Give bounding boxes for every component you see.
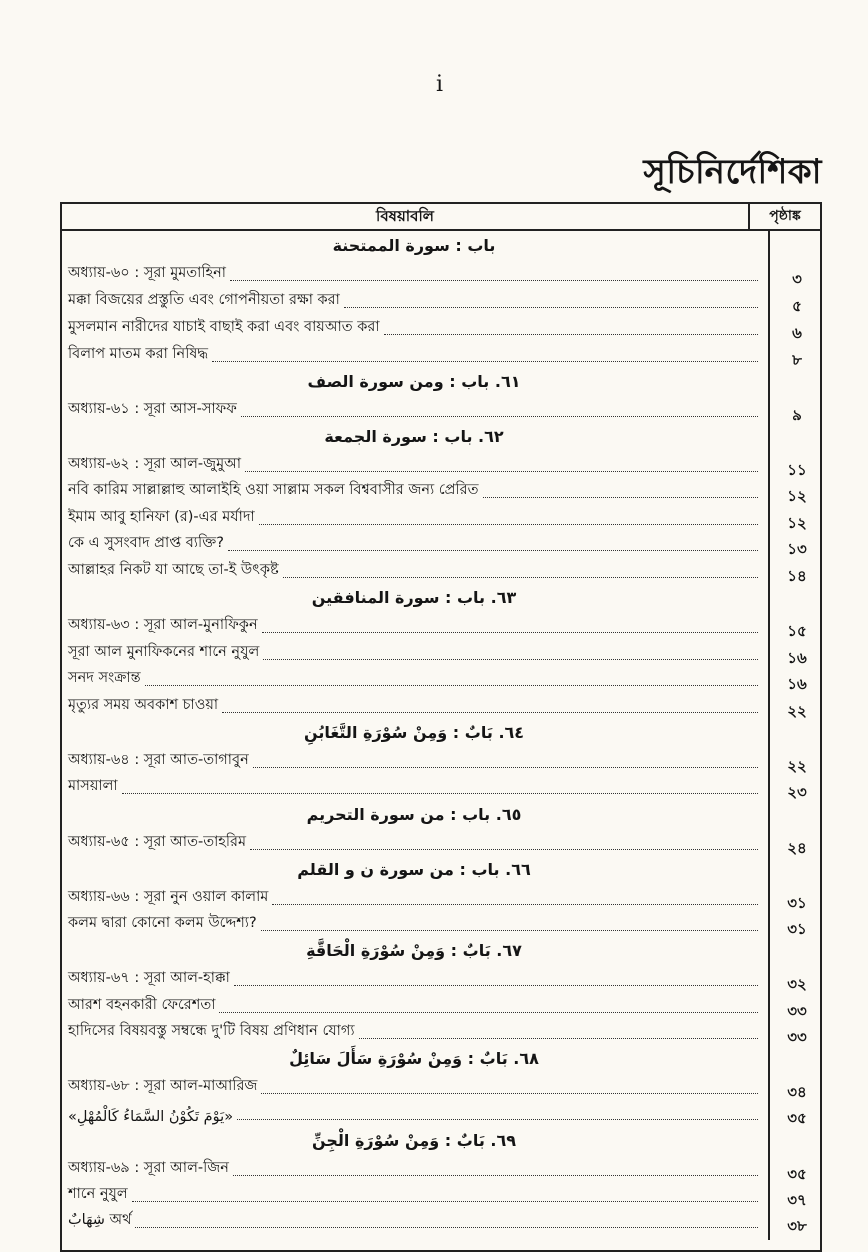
entry-title: কে এ সুসংবাদ প্রাপ্ত ব্যক্তি? — [68, 532, 226, 556]
section-heading: ٦٧. بَابٌ : وَمِنْ سُوْرَةِ الْحَاقَّةِ — [306, 941, 522, 960]
dot-leader — [222, 712, 758, 713]
entry-title: মুসলমান নারীদের যাচাই বাছাই করা এবং বায়আত করা — [68, 316, 382, 340]
entry-title: অধ্যায়-৬৬ : সূরা নুন ওয়াল কালাম — [68, 886, 270, 910]
list-item — [68, 967, 758, 991]
entry-page-number: ২৪ — [787, 839, 807, 857]
entry-title: অধ্যায়-৬১ : সূরা আস-সাফফ — [68, 398, 239, 422]
header-subject: বিষয়াবলি — [376, 207, 434, 225]
dot-leader — [250, 849, 758, 850]
entry-page-number: ৫ — [792, 297, 802, 315]
entry-page-number: ১৩ — [787, 540, 807, 558]
dot-leader — [272, 904, 758, 905]
entry-page-number: ১২ — [787, 487, 807, 505]
entry-title: অধ্যায়-৬৯ : সূরা আল-জিন — [68, 1157, 231, 1181]
section-heading: ٦٩. بَابٌ : وَمِنْ سُوْرَةِ الْجِنِّ — [311, 1131, 517, 1150]
list-item — [68, 775, 758, 799]
entry-title: মৃত্যুর সময় অবকাশ চাওয়া — [68, 694, 220, 718]
entry-title: নবি কারিম সাল্লাল্লাহু আলাইহি ওয়া সাল্লাম সকল বিশ্ববাসীর জন্য প্রেরিত — [68, 479, 481, 503]
dot-leader — [253, 767, 758, 768]
entry-page-number: ৩৮ — [787, 1217, 807, 1235]
dot-leader — [233, 1175, 758, 1176]
entry-title: অধ্যায়-৬০ : সূরা মুমতাহিনা — [68, 262, 228, 286]
dot-leader — [483, 497, 758, 498]
entry-title: মাসয়ালা — [68, 775, 120, 799]
entry-page-number: ২৩ — [787, 783, 807, 801]
entry-page-number: ৩৫ — [787, 1165, 807, 1183]
dot-leader — [230, 280, 758, 281]
entry-page-number: ৩৭ — [787, 1191, 807, 1209]
entry-title: অধ্যায়-৬৭ : সূরা আল-হাক্কা — [68, 967, 232, 991]
dot-leader — [145, 685, 758, 686]
entry-page-number: ১৪ — [787, 567, 807, 585]
entry-title: হাদিসের বিষয়বস্তু সম্বন্ধে দু'টি বিষয় প্রণিধান যোগ্য — [68, 1020, 357, 1044]
entry-title: «يَوْمَ تَكُوْنُ السَّمَاءُ كَالْمُهْلِ» — [68, 1109, 234, 1125]
dot-leader — [261, 930, 758, 931]
entry-page-number: ১৫ — [787, 622, 807, 640]
entry-page-number: ৩ — [792, 270, 802, 288]
entry-title: شِهَابٌ অর্থ — [68, 1209, 133, 1233]
entry-page-number: ৯ — [792, 406, 802, 424]
entry-title: আরশ বহনকারী ফেরেশতা — [68, 994, 217, 1018]
list-item — [68, 1020, 758, 1044]
dot-leader — [122, 793, 758, 794]
list-item — [68, 1157, 758, 1181]
entry-title: সূরা আল মুনাফিকনের শানে নুযুল — [68, 641, 261, 665]
list-item — [68, 1075, 758, 1099]
section-heading: ٦٥. باب : من سورة التحريم — [306, 805, 522, 824]
dot-leader — [259, 524, 758, 525]
dot-leader — [219, 1012, 758, 1013]
list-item — [68, 994, 758, 1018]
entry-title: সনদ সংক্রান্ত — [68, 667, 143, 691]
dot-leader — [135, 1227, 758, 1228]
list-item — [68, 694, 758, 718]
entry-title: অধ্যায়-৬৮ : সূরা আল-মাআরিজ — [68, 1075, 259, 1099]
page-marker: i — [436, 72, 444, 97]
entry-page-number: ৩৩ — [787, 1028, 807, 1046]
entry-page-number: ১২ — [787, 514, 807, 532]
dot-leader — [228, 550, 758, 551]
dot-leader — [234, 985, 758, 986]
section-heading: باب : سورة الممتحنة — [332, 236, 496, 255]
entry-page-number: ৩৪ — [787, 1083, 807, 1101]
entry-title: কলম দ্বারা কোনো কলম উদ্দেশ্য? — [68, 912, 259, 936]
entry-page-number: ৩৩ — [787, 1002, 807, 1020]
list-item — [68, 343, 758, 367]
list-item — [68, 316, 758, 340]
entry-page-number: ৩২ — [787, 975, 807, 993]
list-item — [68, 559, 758, 583]
dot-leader — [241, 416, 758, 417]
entry-title: অধ্যায়-৬৫ : সূরা আত-তাহরিম — [68, 831, 248, 855]
section-heading: ٦٦. باب : من سورة ن و القلم — [297, 860, 531, 879]
entry-title: মক্কা বিজয়ের প্রস্তুতি এবং গোপনীয়তা রক্ষা করা — [68, 289, 342, 313]
section-heading: ٦٢. باب : سورة الجمعة — [324, 427, 504, 446]
dot-leader — [261, 1093, 758, 1094]
list-item — [68, 912, 758, 936]
entry-title: অধ্যায়-৬২ : সূরা আল-জুমুআ — [68, 453, 243, 477]
dot-leader — [212, 361, 758, 362]
entry-page-number: ৩১ — [787, 920, 807, 938]
entry-page-number: ২২ — [787, 757, 807, 775]
header-page: পৃষ্ঠাঙ্ক — [748, 204, 820, 229]
entry-title: ইমাম আবু হানিফা (র)-এর মর্যাদা — [68, 506, 257, 530]
entry-page-number: ১৬ — [787, 675, 807, 693]
list-item — [68, 614, 758, 638]
entry-page-number: ২২ — [787, 702, 807, 720]
list-item — [68, 453, 758, 477]
list-item — [68, 479, 758, 503]
list-item — [68, 831, 758, 855]
list-item — [68, 886, 758, 910]
list-item — [68, 1209, 758, 1233]
dot-leader — [263, 659, 758, 660]
dot-leader — [344, 307, 758, 308]
section-heading: ٦٨. بَابٌ : وَمِنْ سُوْرَةِ سَأَلَ سَائِلٌ — [289, 1049, 539, 1068]
dot-leader — [262, 632, 758, 633]
list-item — [68, 641, 758, 665]
dot-leader — [132, 1201, 758, 1202]
list-item — [68, 532, 758, 556]
entry-page-number: ৩১ — [787, 894, 807, 912]
list-item — [68, 262, 758, 286]
entry-title: অধ্যায়-৬৪ : সূরা আত-তাগাবুন — [68, 749, 251, 773]
list-item — [68, 667, 758, 691]
section-heading: ٦٣. باب : سورة المنافقين — [311, 588, 517, 607]
list-item — [68, 398, 758, 422]
list-item — [68, 1183, 758, 1207]
entry-page-number: ৮ — [792, 351, 802, 369]
entry-title: অধ্যায়-৬৩ : সূরা আল-মুনাফিকুন — [68, 614, 260, 638]
entry-title: শানে নুযুল — [68, 1183, 130, 1207]
entry-page-number: ৩৫ — [787, 1109, 807, 1127]
dot-leader — [245, 471, 758, 472]
entry-page-number: ১১ — [787, 461, 807, 479]
dot-leader — [237, 1119, 758, 1120]
entry-title: আল্লাহর নিকট যা আছে তা-ই উৎকৃষ্ট — [68, 559, 281, 583]
list-item — [68, 289, 758, 313]
list-item — [68, 506, 758, 530]
entry-page-number: ১৬ — [787, 649, 807, 667]
section-heading: ٦١. باب : ومن سورة الصف — [307, 372, 521, 391]
entry-page-number: ৬ — [792, 324, 802, 342]
list-item — [68, 749, 758, 773]
dot-leader — [283, 577, 758, 578]
section-heading: ٦٤. بَابٌ : وَمِنْ سُوْرَةِ التَّغَابُنِ — [303, 723, 525, 742]
dot-leader — [359, 1038, 758, 1039]
dot-leader — [384, 334, 758, 335]
list-item — [68, 1101, 758, 1125]
page-title: সূচিনির্দেশিকা — [643, 152, 822, 192]
entry-title: বিলাপ মাতম করা নিষিদ্ধ — [68, 343, 210, 367]
